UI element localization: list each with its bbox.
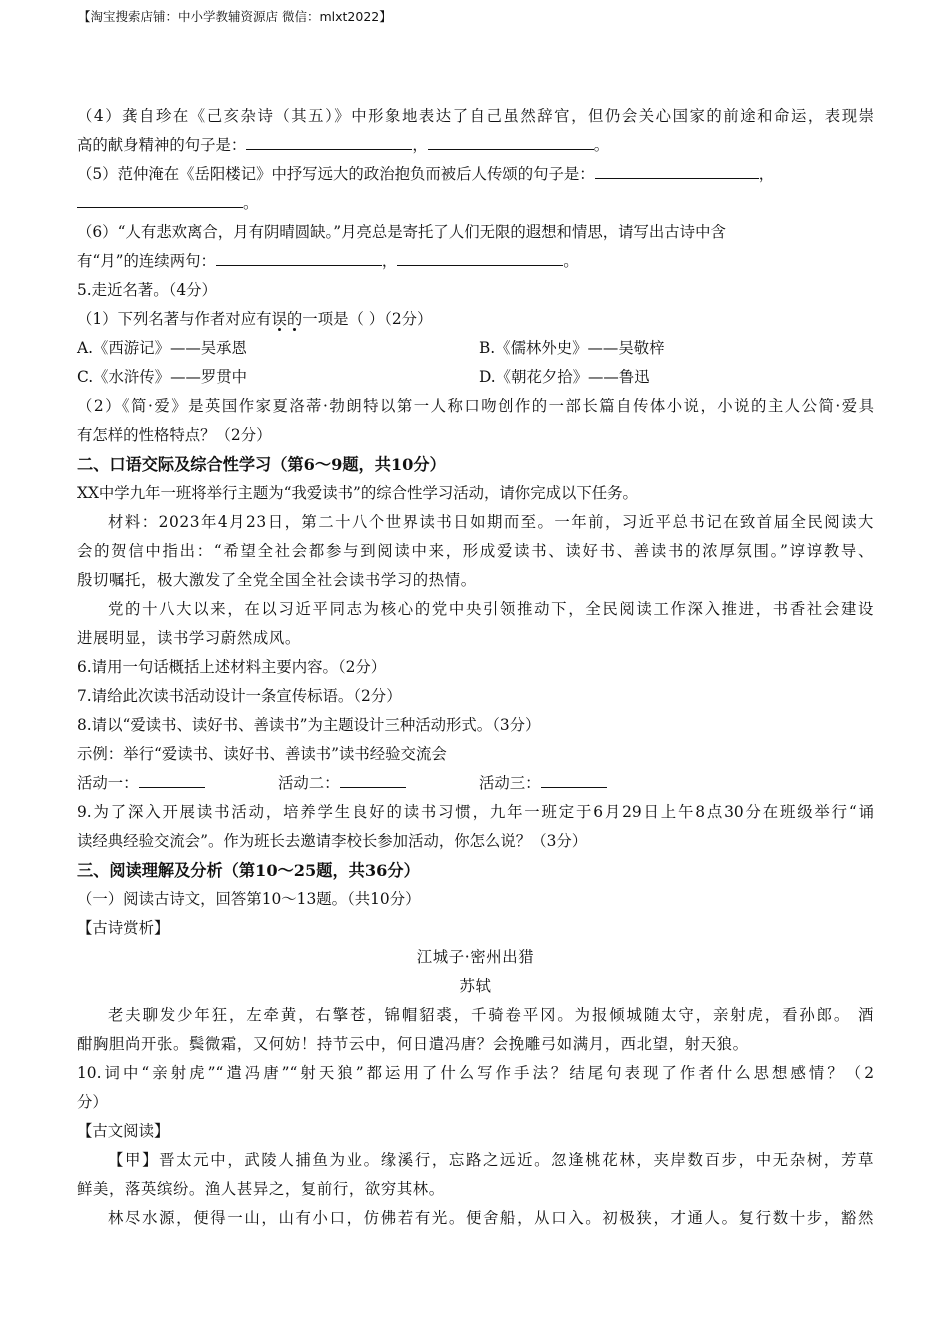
poem-label: 【古诗赏析】 [77,919,170,937]
q8: 8.请以“爱读书、读好书、善读书”为主题设计三种活动形式。（3分） [77,716,541,734]
answer-blank[interactable] [340,770,406,788]
poem-line2: 酣胸胆尚开张。鬓微霜，又何妨！持节云中，何日遣冯唐？会挽雕弓如满月，西北望，射天狼。 [77,1035,749,1053]
prose-p1-line1: 【甲】晋太元中，武陵人捕鱼为业。缘溪行，忘路之远近。忽逢桃花林，夹岸数百步，中无杂树，芳草 [108,1151,874,1169]
document-body [77,102,874,1233]
q4-item6-line2 [77,247,874,276]
material-p1-line1: 材料：2023年4月23日，第二十八个世界读书日如期而至。一年前，习近平总书记在致首届全民阅读大 [108,513,874,531]
q7: 7.请给此次读书活动设计一条宣传标语。（2分） [77,687,402,705]
q5-options-row1 [77,334,874,363]
prose-p1-line2: 鲜美，落英缤纷。渔人甚异之，复前行，欲穷其林。 [77,1180,445,1198]
activity-3 [479,769,680,798]
emphasis-char: 的 [286,310,303,328]
answer-blank[interactable] [246,132,412,150]
q8-activities [77,769,874,798]
material-p1-line3: 殷切嘱托，极大激发了全党全国全社会读书学习的热情。 [77,571,477,589]
answer-blank[interactable] [139,770,205,788]
answer-blank[interactable] [428,132,594,150]
q5-sub2-line2: 有怎样的性格特点？（2分） [77,426,272,444]
period: 。 [563,252,579,270]
q5-sub1 [77,305,874,334]
q5-sub1-tail: 一项是（ ）（2分） [302,310,433,328]
section3-heading: 三、阅读理解及分析（第10～25题，共36分） [77,861,420,880]
q4-item4-line1: （4）龚自珍在《己亥杂诗（其五）》中形象地表达了自己虽然辞官，但仍会关心国家的前途和命运，表现崇 [77,107,874,125]
emphasis-char: 误 [271,310,287,328]
answer-blank[interactable] [216,248,382,266]
q6: 6.请用一句话概括上述材料主要内容。（2分） [77,658,387,676]
q4-item6-line1: （6）“人有悲欢离合，月有阴晴圆缺。”月亮总是寄托了人们无限的遐想和情思，请写出古诗中含 [77,223,726,241]
activity-1 [77,769,278,798]
q5-options-row2 [77,363,874,392]
q5-title: 5.走近名著。（4分） [77,281,217,299]
section2-intro: XX中学九年一班将举行主题为“我爱读书”的综合性学习活动，请你完成以下任务。 [77,484,638,502]
q4-item4-prefix: 高的献身精神的句子是： [77,136,247,154]
period: 。 [593,136,610,154]
activity-label: 活动二： [278,774,340,792]
prose-p2-line1: 林尽水源，便得一山，山有小口，仿佛若有光。便舍船，从口入。初极狭，才通人。复行数十步，豁然 [108,1209,874,1227]
section2-heading: 二、口语交际及综合性学习（第6～9题，共10分） [77,455,446,474]
q10-line2: 分） [77,1093,108,1111]
answer-blank[interactable] [77,190,243,208]
poem-author: 苏轼 [459,977,492,995]
comma: ， [381,252,398,270]
watermark-header: 【淘宝搜索店铺：中小学教辅资源店 微信：mlxt2022】 [78,9,392,24]
prose-label: 【古文阅读】 [77,1122,170,1140]
q4-item5-line2 [77,189,874,218]
material-p1-line2: 会的贺信中指出：“希望全社会都参与到阅读中来，形成爱读书、读好书、善读书的浓厚氛围。”谆谆教导、 [77,542,874,560]
activity-label: 活动三： [479,774,541,792]
q4-item5-line1 [77,160,874,189]
option-a[interactable]: A.《西游记》——吴承恩 [77,339,247,357]
comma: ， [412,136,428,154]
q8-example: 示例：举行“爱读书、读好书、善读书”读书经验交流会 [77,745,447,763]
activity-label: 活动一： [77,774,139,792]
answer-blank[interactable] [595,161,759,179]
option-c[interactable]: C.《水浒传》——罗贯中 [77,368,248,386]
period: 。 [243,194,259,212]
q4-item5-prefix: （5）范仲淹在《岳阳楼记》中抒写远大的政治抱负而被后人传颂的句子是： [77,165,595,183]
q10-line1: 10.词中“亲射虎”“遣冯唐”“射天狼”都运用了什么写作手法？结尾句表现了作者什么思想感情？（2 [77,1064,874,1082]
material-p2-line1: 党的十八大以来，在以习近平同志为核心的党中央引领推动下，全民阅读工作深入推进，书香社会建设 [108,600,874,618]
answer-blank[interactable] [541,770,607,788]
q4-item4-line2 [77,131,874,160]
answer-blank[interactable] [397,248,563,266]
poem-title: 江城子·密州出猎 [416,948,535,966]
material-p2-line2: 进展明显，读书学习蔚然成风。 [77,629,301,647]
q5-sub1-text: （1）下列名著与作者对应有 [77,310,272,328]
comma: ， [758,165,775,183]
option-b[interactable]: B.《儒林外史》——吴敬梓 [479,339,665,357]
q5-sub2-line1: （2）《简·爱》是英国作家夏洛蒂·勃朗特以第一人称口吻创作的一部长篇自传体小说，小说的主人公简·爱具 [77,397,874,415]
option-d[interactable]: D.《朝花夕拾》——鲁迅 [479,368,650,386]
q4-item6-prefix: 有“月”的连续两句： [77,252,216,270]
q9-line1: 9.为了深入开展读书活动，培养学生良好的读书习惯，九年一班定于6月29日上午8点30分在班级举行“诵 [77,803,874,821]
section3-part1: （一）阅读古诗文，回答第10～13题。（共10分） [77,890,421,908]
q9-line2: 读经典经验交流会”。作为班长去邀请李校长参加活动，你怎么说？（3分） [77,832,588,850]
activity-2 [278,769,479,798]
poem-line1: 老夫聊发少年狂，左牵黄，右擎苍，锦帽貂裘，千骑卷平冈。为报倾城随太守，亲射虎，看孙郎。 酒 [108,1006,874,1024]
